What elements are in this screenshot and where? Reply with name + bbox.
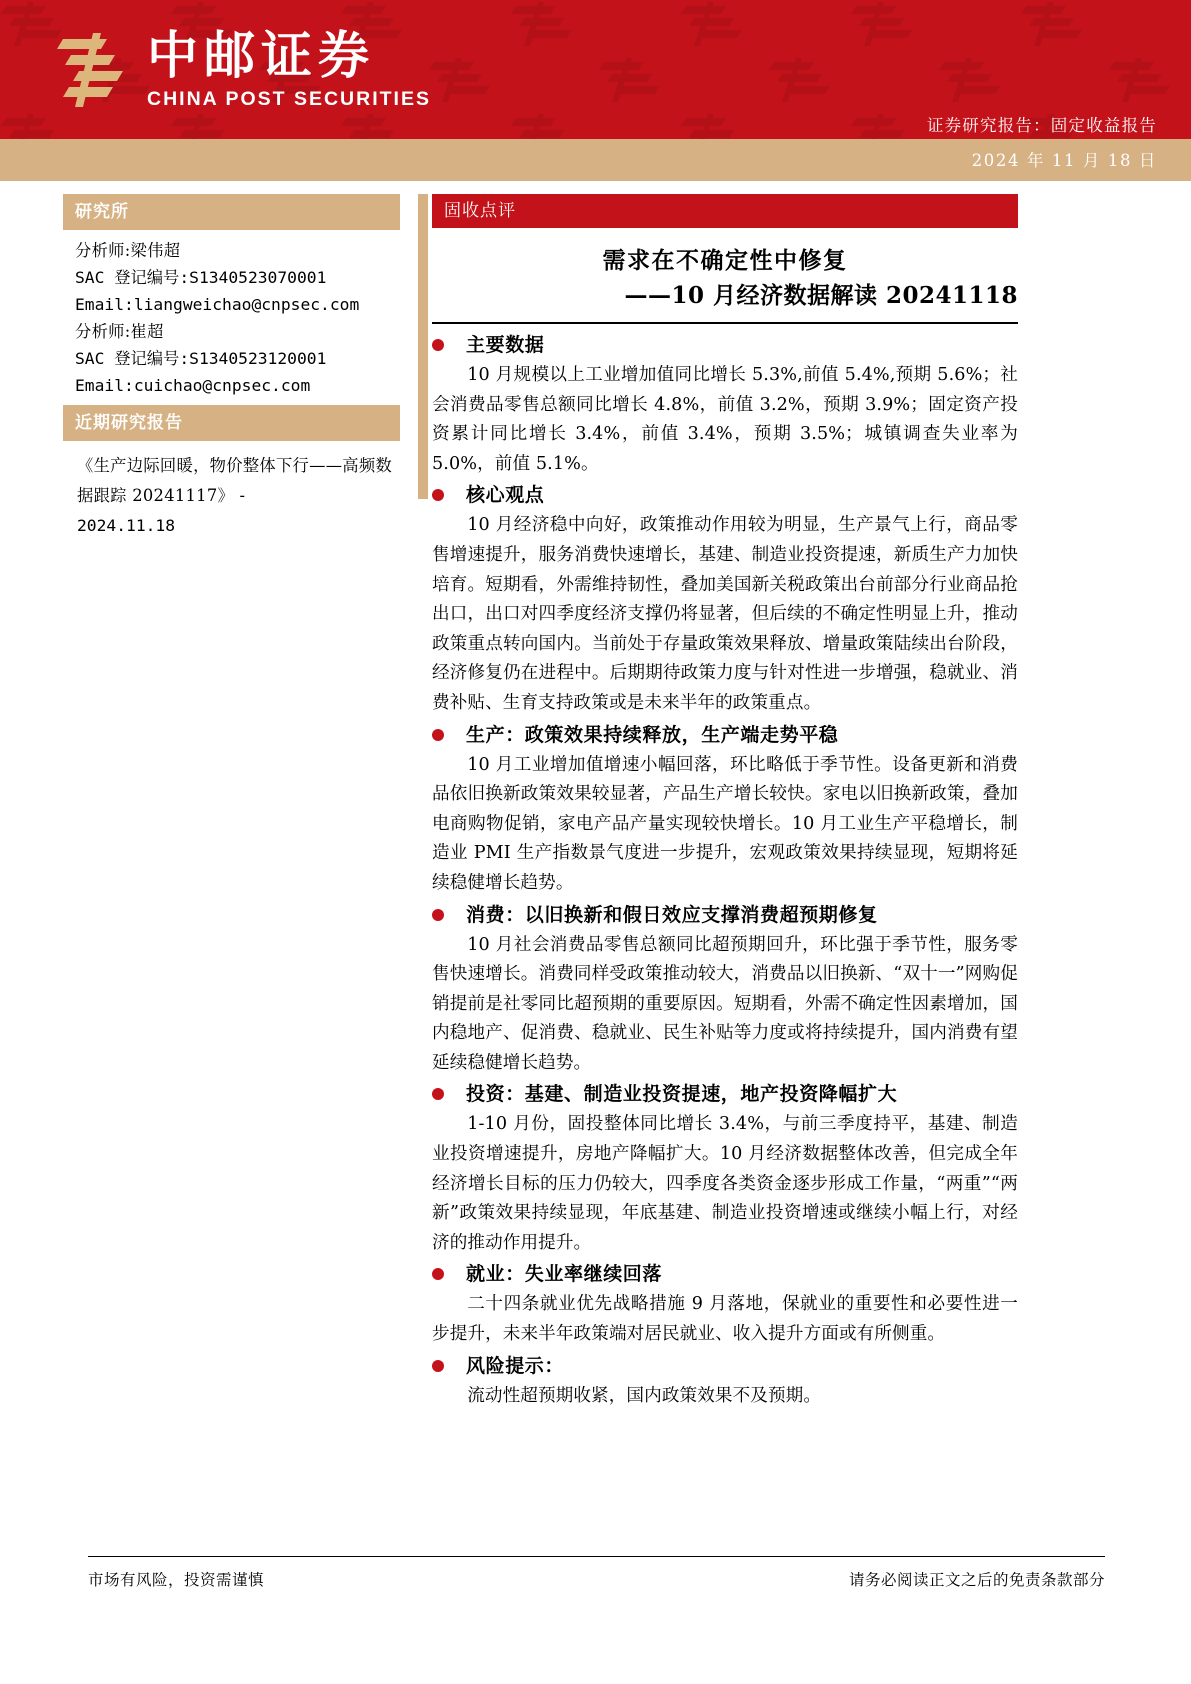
- footer-divider: [88, 1556, 1105, 1557]
- section-employment: [432, 1260, 1018, 1349]
- sidebar-research-institute-header: 研究所: [63, 194, 400, 230]
- category-band: 固收点评: [432, 194, 1018, 228]
- section-heading-row: [432, 721, 1018, 750]
- logo-chinese-name: 中邮证券: [147, 27, 376, 86]
- section-heading-row: [432, 1080, 1018, 1109]
- title-divider: [432, 322, 1018, 324]
- bullet-icon: [432, 729, 444, 741]
- analyst-name-2: 分析师:崔超: [75, 322, 164, 341]
- bullet-icon: [432, 1360, 444, 1372]
- section-paragraph: 10 月规模以上工业增加值同比增长 5.3%,前值 5.4%,预期 5.6%；社会消费品零售总额同比增长 4.8%，前值 3.2%，预期 3.9%；固定资产投资累计同比增长 3.4%，前值 3.4%，预期 3.5%；城镇调查失业率为 5.0%，前值 5.1%。: [432, 365, 1018, 474]
- report-date: 2024 年 11 月 18 日: [971, 151, 1157, 170]
- analyst-email-1[interactable]: Email:liangweichao@cnpsec.com: [75, 295, 360, 314]
- section-heading-row: [432, 331, 1018, 360]
- recent-reports-list: [63, 441, 400, 541]
- logo-english-name: CHINA POST SECURITIES: [147, 88, 431, 110]
- analyst-name-1: 分析师:梁伟超: [75, 241, 181, 260]
- bullet-icon: [432, 339, 444, 351]
- recent-report-date: 2024.11.18: [77, 516, 176, 535]
- page-subtitle: ——10 月经济数据解读 20241118: [624, 282, 1018, 309]
- section-paragraph: 10 月工业增加值增速小幅回落，环比略低于季节性。设备更新和消费品依旧换新政策效果较显著，产品生产增长较快。家电以旧换新政策，叠加电商购物促销，家电产品产量实现较快增长。10 月工业生产平稳增长，制造业 PMI 生产指数景气度进一步提升，宏观政策效果持续显现，短期将延续稳健增长趋势。: [432, 754, 1018, 893]
- section-paragraph: 二十四条就业优先战略措施 9 月落地，保就业的重要性和必要性进一步提升，未来半年政策端对居民就业、收入提升方面或有所侧重。: [432, 1294, 1018, 1345]
- section-heading: 消费：以旧换新和假日效应支撑消费超预期修复: [466, 903, 878, 926]
- analyst-info-block: [63, 230, 400, 405]
- section-main-data: [432, 331, 1018, 479]
- analyst-email-2[interactable]: Email:cuichao@cnpsec.com: [75, 376, 311, 395]
- page-title: 需求在不确定性中修复: [602, 247, 848, 274]
- footer-disclaimer-left: 市场有风险，投资需谨慎: [88, 1571, 265, 1589]
- main-content: [432, 194, 1018, 1411]
- section-heading: 风险提示：: [466, 1354, 565, 1377]
- bullet-icon: [432, 489, 444, 501]
- section-paragraph: 10 月经济稳中向好，政策推动作用较为明显，生产景气上行，商品零售增速提升，服务消费快速增长，基建、制造业投资提速，新质生产力加快培育。短期看，外需维持韧性，叠加美国新关税政策出台前部分行业商品抢出口，出口对四季度经济支撑仍将显著，但后续的不确定性明显上升，推动政策重点转向国内。当前处于存量政策效果释放、增量政策陆续出台阶段，经济修复仍在进程中。后期期待政策力度与针对性进一步增强，稳就业、消费补贴、生育支持政策或是未来半年的政策重点。: [432, 515, 1018, 713]
- sidebar: [63, 194, 400, 541]
- section-production: [432, 721, 1018, 899]
- section-heading: 就业：失业率继续回落: [466, 1263, 663, 1286]
- section-paragraph: 流动性超预期收紧，国内政策效果不及预期。: [467, 1385, 822, 1406]
- report-type-label: 证券研究报告：固定收益报告: [926, 116, 1157, 135]
- date-bar: [0, 139, 1191, 181]
- content-accent-bar: [418, 194, 428, 499]
- analyst-sac-2: SAC 登记编号:S1340523120001: [75, 349, 327, 368]
- section-paragraph: 1-10 月份，固投整体同比增长 3.4%，与前三季度持平，基建、制造业投资增速提升，房地产降幅扩大。10 月经济数据整体改善，但完成全年经济增长目标的压力仍较大，四季度各类资金逐步形成工作量，“两重”“两新”政策效果持续显现，年底基建、制造业投资增速或继续小幅上行，对经济的推动作用提升。: [432, 1114, 1018, 1253]
- bullet-icon: [432, 909, 444, 921]
- section-heading: 生产：政策效果持续释放，生产端走势平稳: [466, 723, 839, 746]
- section-consumption: [432, 901, 1018, 1079]
- section-risk-warning: [432, 1352, 1018, 1412]
- sidebar-recent-reports-header: 近期研究报告: [63, 405, 400, 441]
- footer-disclaimer-right: 请务必阅读正文之后的免责条款部分: [848, 1571, 1105, 1589]
- section-core-view: [432, 481, 1018, 718]
- recent-report-title[interactable]: 《生产边际回暖，物价整体下行——高频数据跟踪 20241117》 -: [77, 456, 393, 505]
- analyst-sac-1: SAC 登记编号:S1340523070001: [75, 268, 327, 287]
- china-post-logo-icon: [57, 31, 133, 109]
- section-investment: [432, 1080, 1018, 1258]
- bullet-icon: [432, 1088, 444, 1100]
- section-heading-row: [432, 1352, 1018, 1381]
- section-heading-row: [432, 901, 1018, 930]
- section-heading: 投资：基建、制造业投资提速，地产投资降幅扩大: [466, 1083, 898, 1106]
- bullet-icon: [432, 1268, 444, 1280]
- section-heading: 主要数据: [466, 334, 545, 356]
- section-heading-row: [432, 481, 1018, 510]
- section-paragraph: 10 月社会消费品零售总额同比超预期回升，环比强于季节性，服务零售快速增长。消费同样受政策推动较大，消费品以旧换新、“双十一”网购促销提前是社零同比超预期的重要原因。短期看，外需不确定性因素增加，国内稳地产、促消费、稳就业、民生补贴等力度或将持续提升，国内消费有望延续稳健增长趋势。: [432, 934, 1018, 1073]
- header-banner: [0, 0, 1191, 139]
- company-logo: [57, 28, 431, 110]
- section-heading: 核心观点: [466, 484, 545, 507]
- section-heading-row: [432, 1260, 1018, 1289]
